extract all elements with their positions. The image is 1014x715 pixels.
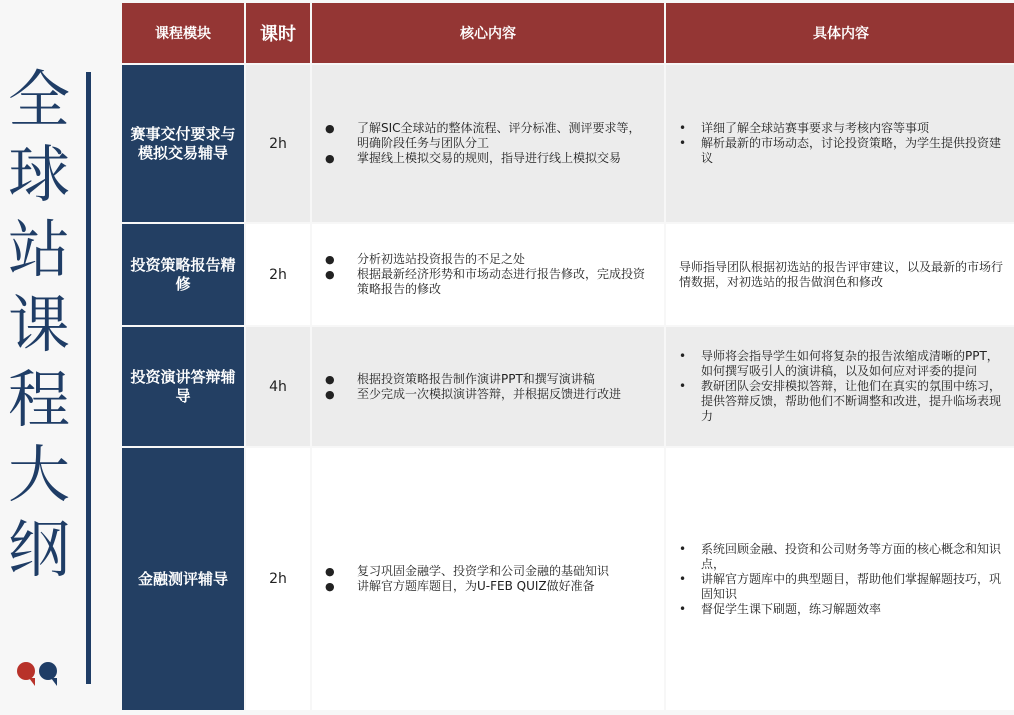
module-cell: 投资策略报告精修: [122, 224, 244, 325]
side-title-char: 大: [7, 438, 70, 511]
detail-item: • 详细了解全球站赛事要求与考核内容等事项: [701, 121, 1005, 136]
hours-cell: 2h: [246, 224, 310, 325]
course-table: [120, 1, 1014, 712]
module-cell: 投资演讲答辩辅导: [122, 327, 244, 446]
core-cell: [312, 224, 664, 325]
core-item: ● 讲解官方题库题目，为U-FEB QUIZ做好准备: [357, 579, 649, 594]
core-item: ● 分析初选站投资报告的不足之处: [357, 252, 649, 267]
header-module: 课程模块: [122, 3, 244, 63]
side-title-char: 程: [7, 363, 70, 436]
module-cell: 赛事交付要求与模拟交易辅导: [122, 65, 244, 222]
detail-item: • 系统回顾金融、投资和公司财务等方面的核心概念和知识点，: [701, 542, 1005, 572]
table-row: [122, 224, 1014, 325]
core-item: ● 了解SIC全球站的整体流程、评分标准、测评要求等，明确阶段任务与团队分工: [357, 121, 649, 151]
detail-item: • 讲解官方题库中的典型题目，帮助他们掌握解题技巧，巩固知识: [701, 572, 1005, 602]
detail-item: • 教研团队会安排模拟答辩，让他们在真实的氛围中练习，提供答辩反馈，帮助他们不断调整和改进，提升临场表现力: [701, 379, 1005, 424]
header-detail: 具体内容: [666, 3, 1014, 63]
quote-red-icon: [17, 662, 35, 680]
detail-cell: [666, 65, 1014, 222]
core-item: ● 掌握线上模拟交易的规则，指导进行线上模拟交易: [357, 151, 649, 166]
side-title: [0, 62, 78, 587]
side-title-char: 课: [7, 288, 70, 361]
core-item: ● 复习巩固金融学、投资学和公司金融的基础知识: [357, 564, 649, 579]
core-cell: [312, 448, 664, 710]
detail-cell: [666, 224, 1014, 325]
header-hours: 课时: [246, 3, 310, 63]
side-title-char: 球: [7, 138, 70, 211]
quote-navy-icon: [39, 662, 57, 680]
detail-text: 导师指导团队根据初选站的报告评审建议，以及最新的市场行情数据，对初选站的报告做润色和修改: [679, 259, 1004, 289]
detail-item: • 督促学生课下刷题，练习解题效率: [701, 602, 1005, 617]
core-item: ● 根据最新经济形势和市场动态进行报告修改，完成投资策略报告的修改: [357, 267, 649, 297]
hours-cell: 2h: [246, 448, 310, 710]
table-row: [122, 327, 1014, 446]
side-title-char: 纲: [7, 513, 70, 586]
detail-item: • 解析最新的市场动态，讨论投资策略，为学生提供投资建议: [701, 136, 1005, 166]
core-item: ● 至少完成一次模拟演讲答辩，并根据反馈进行改进: [357, 387, 649, 402]
module-cell: 金融测评辅导: [122, 448, 244, 710]
table-row: [122, 65, 1014, 222]
table-row: [122, 448, 1014, 710]
detail-cell: [666, 327, 1014, 446]
header-core: 核心内容: [312, 3, 664, 63]
hours-cell: 2h: [246, 65, 310, 222]
side-title-char: 全: [7, 63, 70, 136]
table-header-row: [122, 3, 1014, 63]
hours-cell: 4h: [246, 327, 310, 446]
vertical-divider: [86, 72, 91, 684]
side-title-char: 站: [7, 213, 70, 286]
core-item: ● 根据投资策略报告制作演讲PPT和撰写演讲稿: [357, 372, 649, 387]
detail-item: • 导师将会指导学生如何将复杂的报告浓缩成清晰的PPT，如何撰写吸引人的演讲稿，以及如何应对评委的提问: [701, 349, 1005, 379]
core-cell: [312, 65, 664, 222]
core-cell: [312, 327, 664, 446]
detail-cell: [666, 448, 1014, 710]
